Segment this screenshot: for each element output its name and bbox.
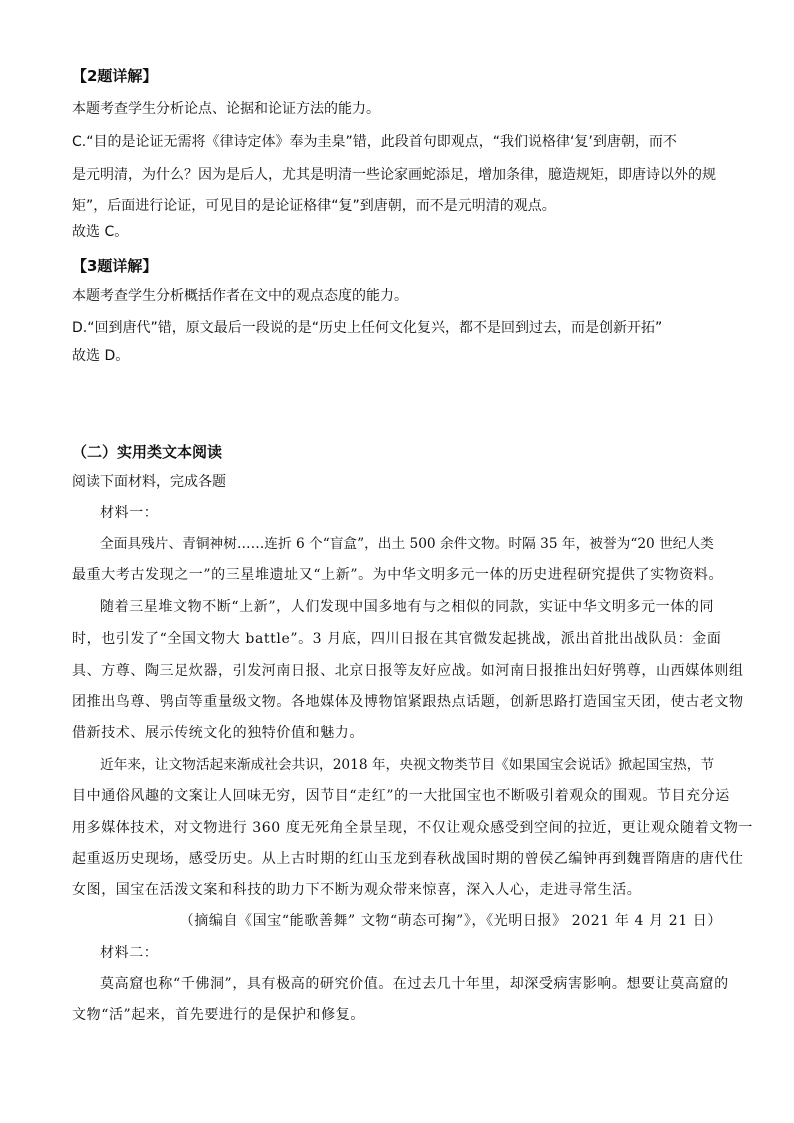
material1-label: 材料一：: [100, 505, 159, 521]
material1-p2-line-5: 借新技术、展示传统文化的独特价值和魅力。: [72, 725, 364, 741]
material1-p3-line-1: 近年来，让文物活起来渐成社会共识，2018 年，央视文物类节目《如果国宝会说话》掀起国宝热，节: [100, 757, 715, 773]
q2-answer: 故选 C。: [72, 224, 129, 240]
q2-line-1: C.“目的是论证无需将《律诗定体》奉为圭臬”错，此段首句即观点，“我们说格律‘复’到唐朝，而不: [72, 134, 677, 150]
q2-line-3: 矩”，后面进行论证，可见目的是论证格律“复”到唐朝，而不是元明清的观点。: [72, 198, 556, 214]
material2-label: 材料二：: [100, 945, 159, 961]
material1-p2-line-4: 团推出鸟尊、鸮卣等重量级文物。各地媒体及博物馆紧跟热点话题，创新思路打造国宝天团，使古老文物: [72, 694, 744, 710]
material1-p3-line-5: 女图，国宝在活泼文案和科技的助力下不断为观众带来惊喜，深入人心，走进寻常生活。: [72, 882, 642, 898]
material1-p3-line-4: 起重返历史现场，感受历史。从上古时期的红山玉龙到春秋战国时期的曾侯乙编钟再到魏晋隋唐的唐代仕: [72, 851, 744, 867]
material2-p1-line-1: 莫高窟也称“千佛洞”，具有极高的研究价值。在过去几十年里，却深受病害影响。想要让莫高窟的: [100, 976, 729, 992]
q2-intro: 本题考查学生分析论点、论据和论证方法的能力。: [72, 101, 380, 117]
q3-heading: 【3题详解】: [72, 257, 158, 275]
q3-answer: 故选 D。: [72, 348, 130, 364]
section-instruction: 阅读下面材料，完成各题: [72, 474, 226, 490]
material1-p2-line-2: 时，也引发了“全国文物大 battle”。3 月底，四川日报在其官微发起挑战，派出首批出战队员：金面: [72, 631, 722, 647]
material2-p1-line-2: 文物“活”起来，首先要进行的是保护和修复。: [72, 1007, 365, 1023]
q3-line: D.“回到唐代”错，原文最后一段说的是“历史上任何文化复兴，都不是回到过去，而是创新开拓”: [72, 320, 663, 336]
material1-p3-line-2: 目中通俗风趣的文案让人回味无穷，因节目“走红”的一大批国宝也不断吸引着观众的围观。节目充分运: [72, 788, 730, 804]
material1-source: （摘编自《国宝“能歌善舞” 文物“萌态可掬”》，《光明日报》 2021 年 4 月 21 日）: [179, 913, 722, 929]
section-title: （二）实用类文本阅读: [72, 443, 223, 461]
q3-intro: 本题考查学生分析概括作者在文中的观点态度的能力。: [72, 288, 408, 304]
material1-p3-line-3: 用多媒体技术，对文物进行 360 度无死角全景呈现，不仅让观众感受到空间的拉近，更让观众随着文物一: [72, 820, 754, 836]
q2-line-2: 是元明清，为什么？因为是后人，尤其是明清一些论家画蛇添足，增加条律，臆造规矩，即唐诗以外的规: [72, 167, 716, 183]
material1-p1-line-2: 最重大考古发现之一”的三星堆遗址又“上新”。为中华文明多元一体的历史进程研究提供了实物资料。: [72, 567, 724, 583]
material1-p2-line-1: 随着三星堆文物不断“上新”，人们发现中国多地有与之相似的同款，实证中华文明多元一体的同: [100, 599, 715, 615]
material1-p2-line-3: 具、方尊、陶三足炊器，引发河南日报、北京日报等友好应战。如河南日报推出妇好鸮尊，山西媒体则组: [72, 663, 744, 679]
material1-p1-line-1: 全面具残片、青铜神树……连折 6 个“盲盒”，出土 500 余件文物。时隔 35 年，被誉为“20 世纪人类: [100, 536, 714, 552]
q2-heading: 【2题详解】: [72, 67, 158, 85]
